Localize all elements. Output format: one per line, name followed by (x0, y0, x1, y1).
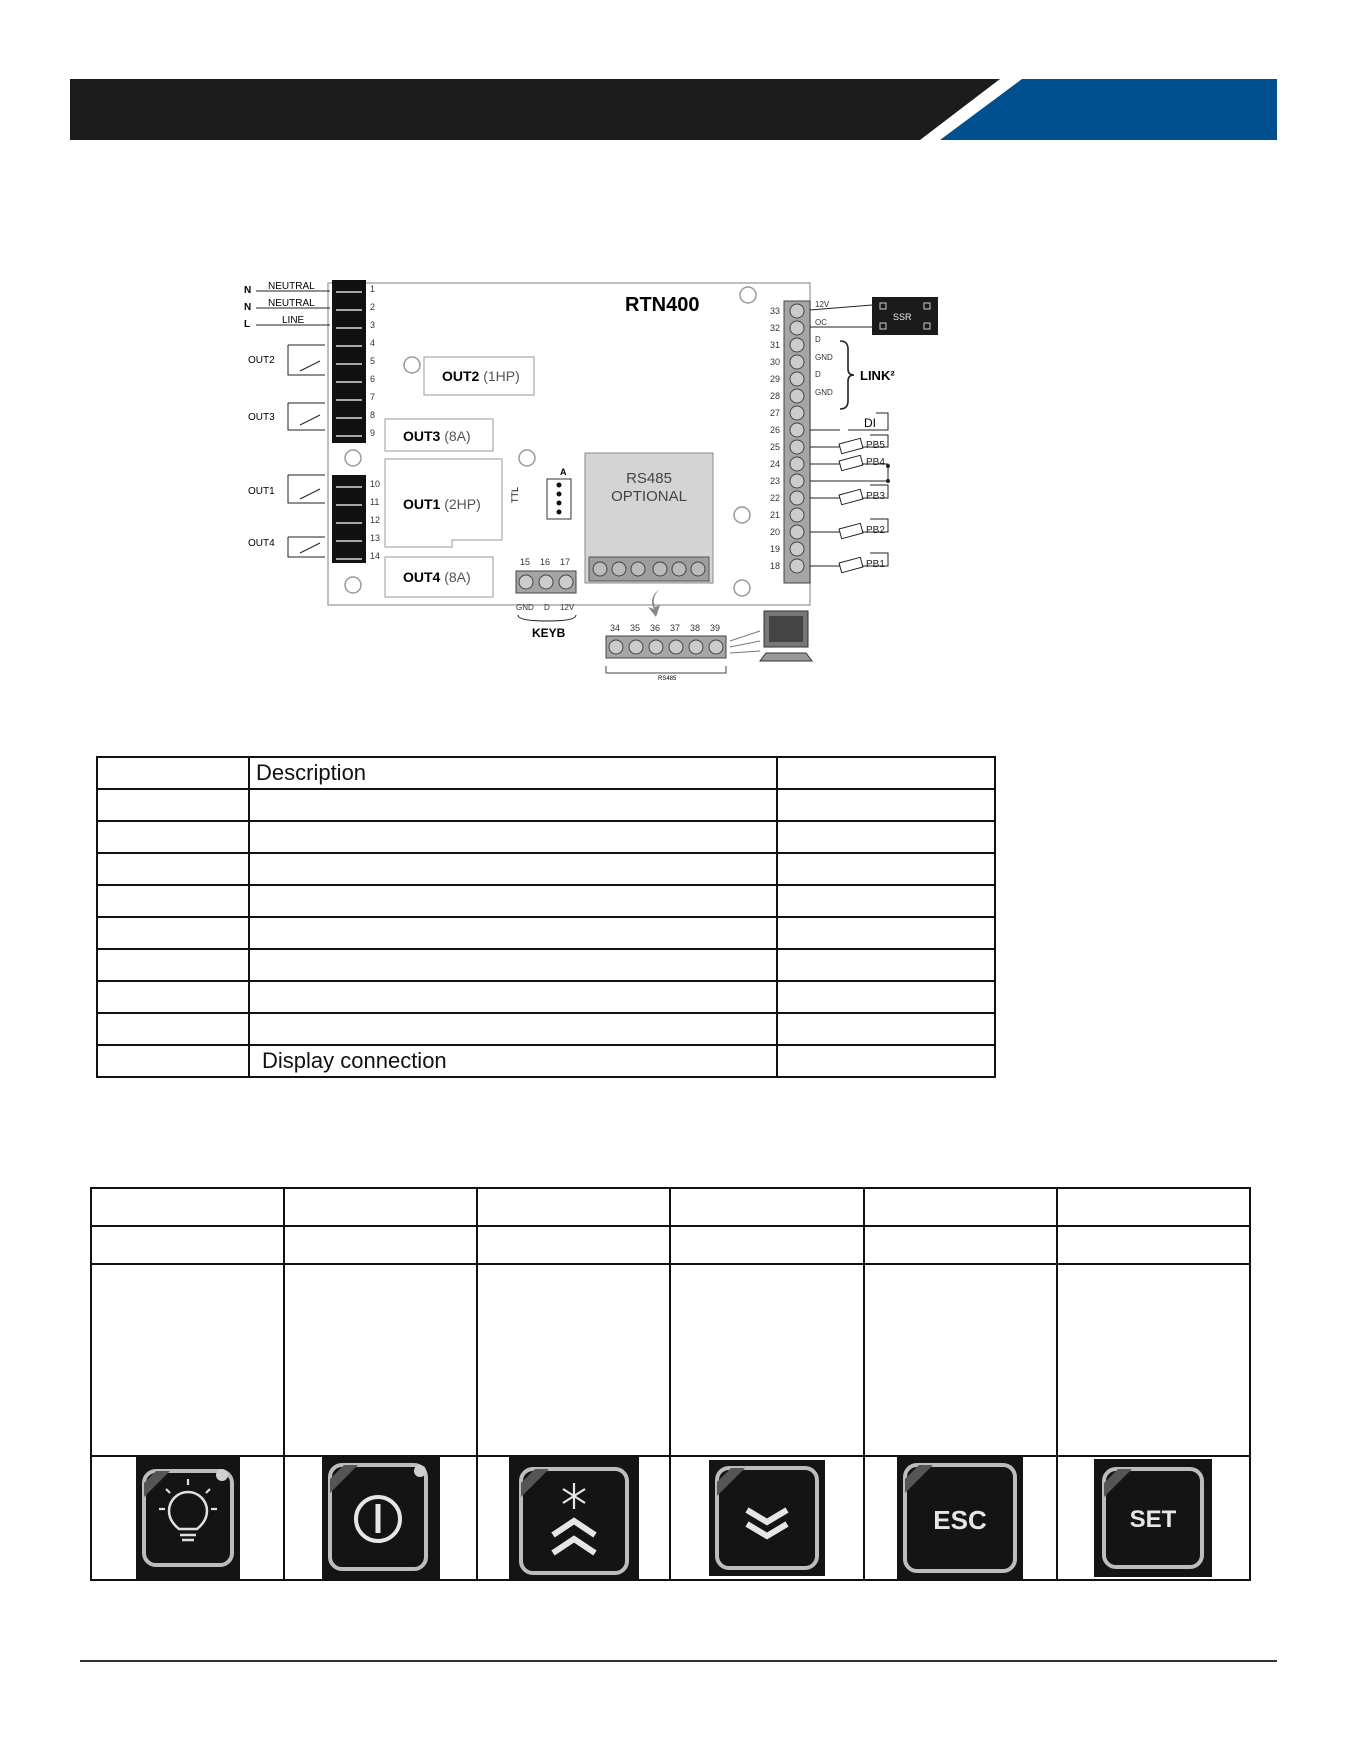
left-terminal-num: 1 (370, 284, 376, 294)
key-header-cell (284, 1188, 477, 1226)
table-cell (777, 949, 995, 981)
key-description-cell (864, 1264, 1057, 1456)
key-description-cell (477, 1264, 670, 1456)
key-description-cell (284, 1264, 477, 1456)
ttl-label: TTL (510, 486, 520, 503)
table-row (97, 853, 995, 885)
defrost-up-icon (509, 1457, 639, 1579)
table-cell (777, 789, 995, 821)
label-out2: OUT2 (248, 355, 275, 366)
table-cell (97, 917, 249, 949)
keyb-pin: GND (516, 603, 534, 612)
key-icon-cell (1057, 1456, 1250, 1580)
rs485-num: 39 (710, 623, 721, 633)
right-terminal-num: 25 (769, 442, 780, 452)
left-terminal-block-b (332, 475, 366, 563)
left-terminal-num: 6 (370, 374, 376, 384)
header-accent-band (940, 79, 1277, 140)
right-terminal-num: 28 (769, 391, 780, 401)
table-cell (777, 821, 995, 853)
set-icon (1094, 1459, 1212, 1577)
svg-text:OUT4 (8A) (403, 569, 471, 585)
right-terminal-num: 29 (769, 374, 780, 384)
table-row (91, 1188, 1250, 1226)
table-cell (777, 853, 995, 885)
rs485-num: 37 (670, 623, 681, 633)
rs485-num: 35 (630, 623, 641, 633)
key-header-cell (1057, 1188, 1250, 1226)
table-cell (249, 821, 777, 853)
table-cell (97, 1045, 249, 1077)
link-label: LINK² (860, 368, 895, 383)
table-row (97, 789, 995, 821)
footer-divider (80, 1660, 1277, 1662)
right-label-12v: 12V (815, 300, 830, 309)
right-label-d: D (815, 370, 821, 379)
right-terminal-num: 26 (769, 425, 780, 435)
keyb-num: 17 (560, 557, 571, 567)
table-header-description: Description (249, 757, 777, 789)
left-terminal-num: 7 (370, 392, 376, 402)
keys-table (90, 1187, 1251, 1581)
chevron-down-icon (709, 1460, 825, 1576)
table-cell (249, 917, 777, 949)
model-name: RTN400 (625, 294, 700, 316)
right-terminal-num: 30 (769, 357, 780, 367)
right-terminal-num: 21 (769, 510, 780, 520)
svg-text:OUT2 (1HP) (442, 368, 520, 384)
right-label-gnd: GND (815, 388, 833, 397)
table-cell (249, 853, 777, 885)
right-terminal-num: 27 (769, 408, 780, 418)
label-line: LINE (282, 315, 305, 326)
key-header-cell (670, 1188, 863, 1226)
table-cell (97, 1013, 249, 1045)
ttl-a-label: A (560, 467, 567, 477)
keyb-num: 15 (520, 557, 531, 567)
table-cell (777, 1045, 995, 1077)
left-terminal-num: 8 (370, 410, 376, 420)
right-terminal-num: 18 (769, 561, 780, 571)
right-label-oc: OC (815, 318, 827, 327)
table-cell (249, 789, 777, 821)
label-out1: OUT1 (248, 486, 275, 497)
table-cell (777, 885, 995, 917)
table-cell (97, 949, 249, 981)
key-subheader-cell (1057, 1226, 1250, 1264)
table-row (97, 917, 995, 949)
right-terminal-num: 19 (769, 544, 780, 554)
left-terminal-num: 9 (370, 428, 376, 438)
table-cell (777, 981, 995, 1013)
set-key-label: SET (1130, 1506, 1177, 1533)
pb2-label: PB2 (866, 525, 885, 536)
label-neutral2: NEUTRAL (268, 298, 315, 309)
left-terminal-num: 12 (370, 515, 381, 525)
label-n1: N (244, 285, 252, 296)
svg-text:OUT3 (8A) (403, 428, 471, 444)
computer-icon (760, 611, 812, 661)
table-row (97, 1013, 995, 1045)
esc-icon (897, 1457, 1023, 1579)
rs485-line2: OPTIONAL (611, 488, 687, 505)
pb3-label: PB3 (866, 491, 885, 502)
pb4-label: PB4 (866, 457, 885, 468)
table-row (91, 1264, 1250, 1456)
rs485-bottom-label: RS485 (658, 676, 677, 682)
pb5-label: PB5 (866, 440, 885, 451)
right-terminal-num: 32 (769, 323, 780, 333)
ssr-label: SSR (893, 312, 912, 322)
left-terminal-num: 3 (370, 320, 376, 330)
rs485-num: 36 (650, 623, 661, 633)
table-cell-display-connection: Display connection (249, 1045, 777, 1077)
header-dark-band (70, 79, 1000, 140)
left-terminal-num: 13 (370, 533, 381, 543)
right-label-gnd: GND (815, 353, 833, 362)
label-out3: OUT3 (248, 412, 275, 423)
table-cell (249, 1013, 777, 1045)
table-cell (97, 821, 249, 853)
left-terminal-num: 11 (370, 497, 380, 507)
key-icon-cell (864, 1456, 1057, 1580)
table-row (97, 821, 995, 853)
right-terminal-num: 23 (769, 476, 780, 486)
keyb-pin: 12V (560, 603, 575, 612)
key-subheader-cell (284, 1226, 477, 1264)
rs485-num: 38 (690, 623, 701, 633)
ssr-module (872, 297, 938, 335)
table-cell (97, 885, 249, 917)
out1-rating: (2HP) (444, 496, 481, 512)
table-row (91, 1226, 1250, 1264)
table-cell (777, 757, 995, 789)
out3-rating: (8A) (444, 428, 471, 444)
left-terminal-num: 2 (370, 302, 376, 312)
label-out4: OUT4 (248, 538, 275, 549)
table-row (97, 757, 995, 789)
svg-text:OUT1 (2HP) (403, 496, 481, 512)
esc-key-label: ESC (933, 1505, 987, 1535)
key-subheader-cell (477, 1226, 670, 1264)
di-label: DI (864, 416, 876, 430)
right-terminal-num: 24 (769, 459, 780, 469)
table-cell (249, 885, 777, 917)
left-terminal-num: 5 (370, 356, 376, 366)
left-terminal-num: 4 (370, 338, 376, 348)
light-bulb-icon (136, 1457, 240, 1579)
key-icon-cell (91, 1456, 284, 1580)
keyb-pin: D (544, 603, 550, 612)
table-row (97, 949, 995, 981)
right-terminal-num: 31 (769, 340, 780, 350)
table-cell (777, 1013, 995, 1045)
key-header-cell (91, 1188, 284, 1226)
key-description-cell (1057, 1264, 1250, 1456)
table-row (97, 1045, 995, 1077)
key-description-cell (670, 1264, 863, 1456)
table-cell (249, 981, 777, 1013)
key-subheader-cell (864, 1226, 1057, 1264)
out4-rating: (8A) (444, 569, 471, 585)
key-header-cell (864, 1188, 1057, 1226)
keyb-num: 16 (540, 557, 551, 567)
out2-rating: (1HP) (483, 368, 520, 384)
label-neutral1: NEUTRAL (268, 281, 315, 292)
keyb-label: KEYB (532, 626, 566, 640)
label-n2: N (244, 302, 252, 313)
left-terminal-num: 10 (370, 479, 381, 489)
table-cell (97, 789, 249, 821)
table-cell (97, 853, 249, 885)
key-icon-cell (670, 1456, 863, 1580)
table-cell (97, 981, 249, 1013)
table-cell (249, 949, 777, 981)
header-bar (70, 79, 1277, 140)
out2-name: OUT2 (442, 368, 480, 384)
right-terminal-num: 33 (769, 306, 780, 316)
right-terminal-num: 22 (769, 493, 780, 503)
out4-name: OUT4 (403, 569, 441, 585)
key-description-cell (91, 1264, 284, 1456)
left-terminal-num: 14 (370, 551, 381, 561)
label-l: L (244, 319, 251, 330)
power-icon (322, 1457, 440, 1579)
table-row (97, 885, 995, 917)
table-cell (777, 917, 995, 949)
table-row (91, 1456, 1250, 1580)
key-header-cell (477, 1188, 670, 1226)
pb1-label: PB1 (866, 559, 885, 570)
rs485-line1: RS485 (626, 470, 672, 487)
key-subheader-cell (670, 1226, 863, 1264)
right-label-d: D (815, 335, 821, 344)
rs485-terminal (606, 636, 726, 658)
table-cell (97, 757, 249, 789)
key-icon-cell (477, 1456, 670, 1580)
terminal-table (96, 756, 996, 1078)
table-row (97, 981, 995, 1013)
out3-name: OUT3 (403, 428, 441, 444)
right-terminal-num: 20 (769, 527, 780, 537)
out1-name: OUT1 (403, 496, 441, 512)
key-icon-cell (284, 1456, 477, 1580)
wiring-diagram (240, 275, 960, 685)
key-subheader-cell (91, 1226, 284, 1264)
rs485-num: 34 (610, 623, 621, 633)
